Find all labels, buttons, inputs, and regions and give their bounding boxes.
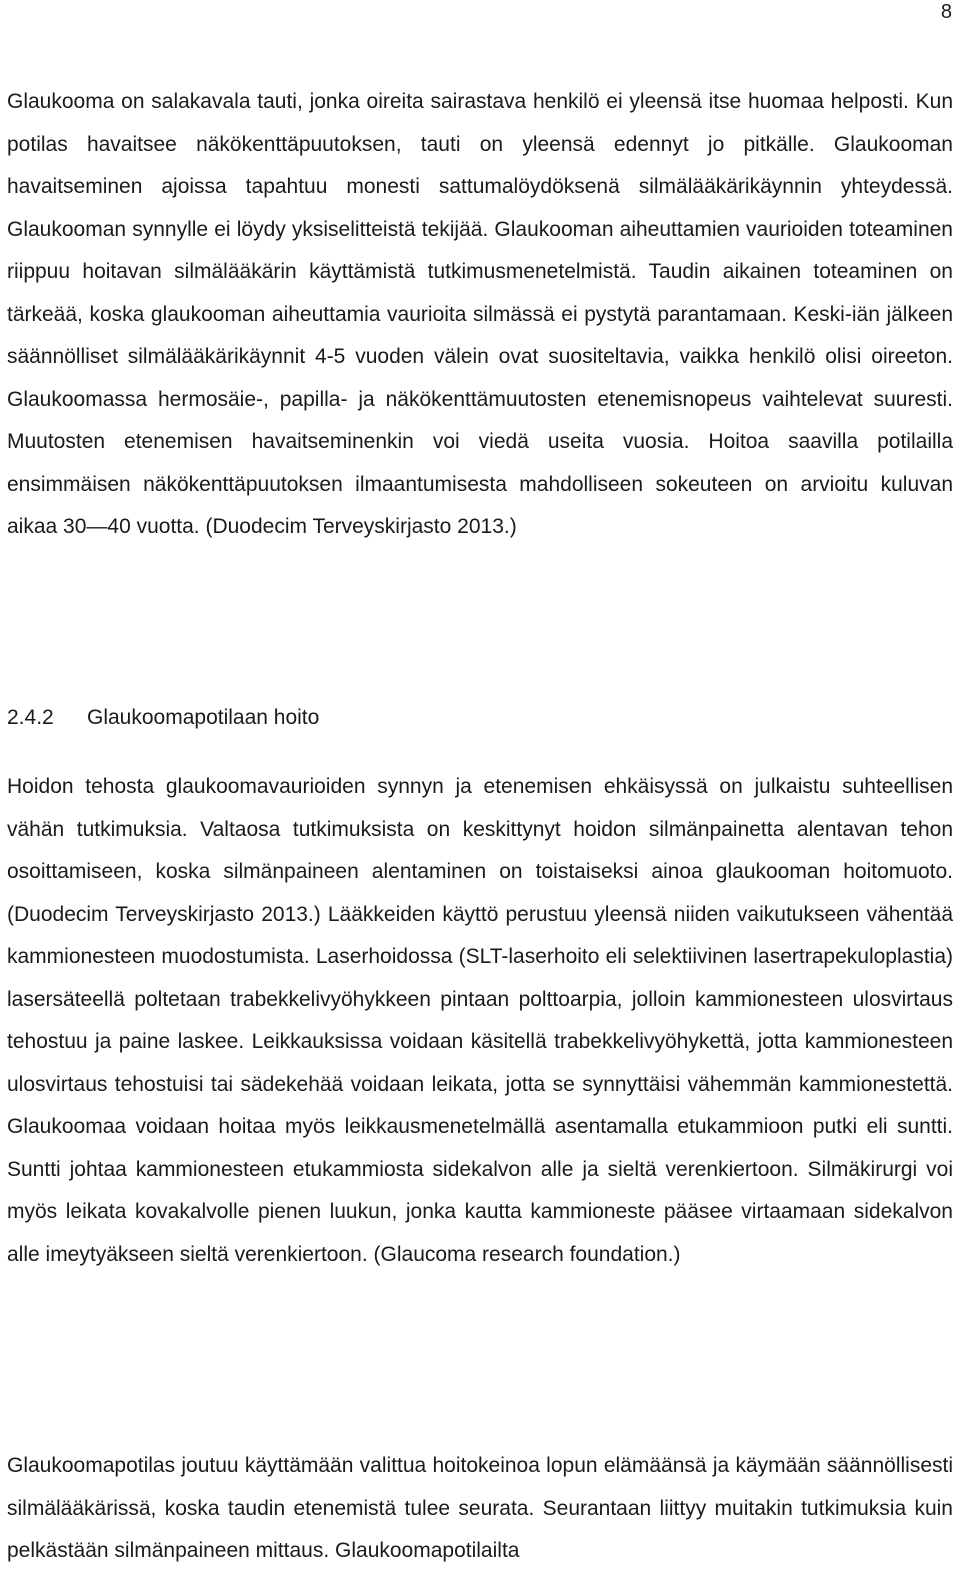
body-paragraph: Glaukooma on salakavala tauti, jonka oireita sairastava henkilö ei yleensä itse huomaa helposti. Kun potilas havaitsee näkökenttäpuutoksen, tauti on yleensä edennyt jo pitkälle. Glaukooman havaitseminen ajoissa tapahtuu monesti sattumalöydöksenä silmälääkärikäynnin yhteydessä. Glaukooman synnylle ei löydy yksiselitteistä tekijää. Glaukooman aiheuttamien vaurioiden toteaminen riippuu hoitavan silmälääkärin käyttämistä tutkimusmenetelmistä. Taudin aikainen toteaminen on tärkeää, koska glaukooman aiheuttamia vaurioita silmässä ei pystytä parantamaan. Keski-iän jälkeen säännölliset silmälääkärikäynnit 4-5 vuoden välein ovat suositeltavia, vaikka henkilö olisi oireeton. Glaukoomassa hermosäie-, papilla- ja näkökenttämuutosten etenemisnopeus vaihtelevat suuresti. Muutosten etenemisen havaitseminenkin voi viedä useita vuosia. Hoitoa saavilla potilailla ensimmäisen näkökenttäpuutoksen ilmaantumisesta mahdolliseen sokeuteen on arvioitu kuluvan aikaa 30—40 vuotta. (Duodecim Terveyskirjasto 2013.) [7,90,953,538]
section-heading [7,697,319,739]
page-number: 8 [940,1,952,23]
section-number: 2.4.2 [7,706,54,729]
body-paragraph: Hoidon tehosta glaukoomavaurioiden synnyn ja etenemisen ehkäisyssä on julkaistu suhteellisen vähän tutkimuksia. Valtaosa tutkimuksista on keskittynyt hoidon silmänpainetta alentavan tehon osoittamiseen, koska silmänpaineen alentaminen on toistaiseksi ainoa glaukooman hoitomuoto. (Duodecim Terveyskirjasto 2013.) Lääkkeiden käyttö perustuu yleensä niiden vaikutukseen vähentää kammionesteen muodostumista. Laserhoidossa (SLT-laserhoito eli selektiivinen lasertrapekuloplastia) lasersäteellä poltetaan trabekkelivyöhykkeen pintaan polttoarpia, jolloin kammionesteen ulosvirtaus tehostuu ja paine laskee. Leikkauksissa voidaan käsitellä trabekkelivyöhykettä, jotta kammionesteen ulosvirtaus tehostuisi tai sädekehää voidaan leikata, jotta se synnyttäisi vähemmän kammionestettä. Glaukoomaa voidaan hoitaa myös leikkausmenetelmällä asentamalla etukammioon putki eli suntti. Suntti johtaa kammionesteen etukammiosta sidekalvon alle ja sieltä verenkiertoon. Silmäkirurgi voi myös leikata kovakalvolle pienen luukun, jonka kautta kammioneste pääsee virtaamaan sidekalvon alle imeytyäkseen sieltä verenkiertoon. (Glaucoma research foundation.) [7,775,953,1266]
body-paragraph: Glaukoomapotilas joutuu käyttämään valittua hoitokeinoa lopun elämäänsä ja käymään säännöllisesti silmälääkärissä, koska taudin etenemistä tulee seurata. Seurantaan liittyy muitakin tutkimuksia kuin pelkästään silmänpaineen mittaus. Glaukoomapotilailta [7,1454,953,1562]
section-title: Glaukoomapotilaan hoito [87,706,320,729]
